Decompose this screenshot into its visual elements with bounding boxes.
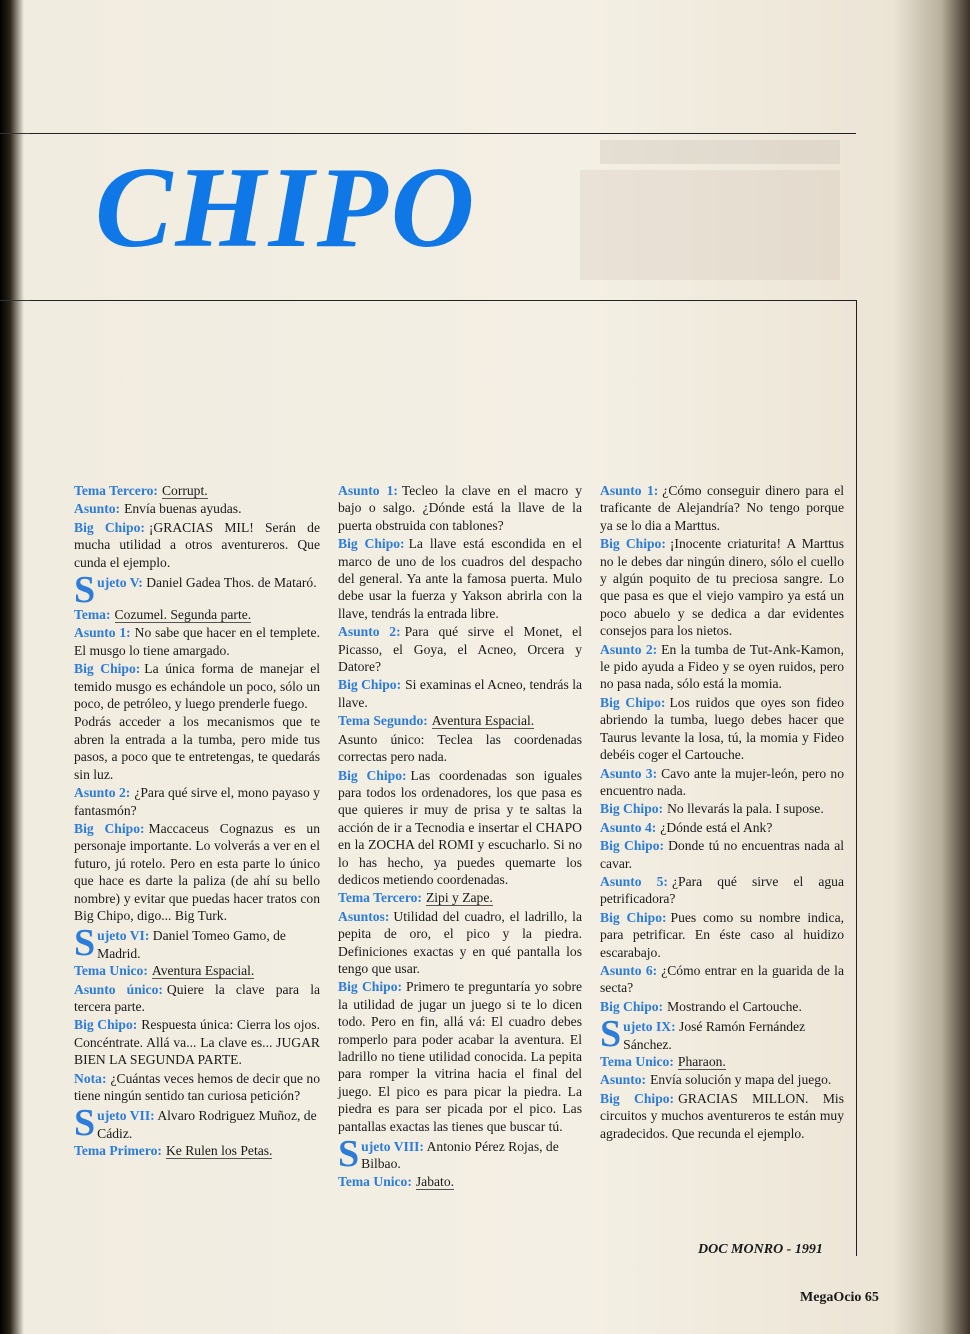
entry-text: ¿Para qué sirve el agua petrificadora? — [600, 873, 844, 907]
paragraph — [338, 908, 582, 978]
entry-label: Big Chipo: — [74, 1017, 138, 1033]
entry-text: Mostrando el Cartouche. — [667, 998, 802, 1014]
entry-text: Aventura Espacial. — [431, 713, 535, 729]
entry-text: ¿Cómo conseguir dinero para el traficante de Alejandría? No tengo porque ya se lo dia a Marttus. — [600, 483, 844, 533]
entry-label: Tema: — [74, 607, 111, 623]
sujeto-text — [97, 574, 320, 591]
entry-label: Asunto 6: — [600, 962, 658, 978]
drop-cap: S — [74, 922, 96, 965]
entry-label: Big Chipo: — [600, 909, 667, 925]
entry-label: Big Chipo: — [338, 767, 407, 783]
entry-text: ¡Inocente criaturita! A Marttus no le debes dar ningún dinero, sólo el cuello y algún poquito de tu preciosa sangre. Lo que pasa es que el viejo vampiro ya está un poco abuelo y se dedica a dar evidentes consejos para los nietos. — [600, 536, 844, 639]
entry-label: Asuntos: — [338, 908, 390, 924]
sujeto-label: ujeto VII: — [97, 1108, 155, 1124]
sujeto-name: Daniel Tomeo Gamo, de Madrid. — [97, 928, 286, 961]
entry-label: Big Chipo: — [600, 536, 666, 552]
sujeto-name: Daniel Gadea Thos. de Mataró. — [142, 575, 317, 591]
entry-label: Asunto 2: — [74, 785, 131, 801]
entry-text: La llave está escondida en el marco de uno de los cuadros del despacho del general. Ya ante la famosa puerta. Mulo debe usar la fuerza y Yakson abrirla con la llave, tendrás la entrada libre. — [338, 536, 582, 621]
entry-text: ¿Cuántas veces hemos de decir que no tiene ningún sentido tan curiosa petición? — [74, 1070, 320, 1103]
paragraph — [600, 819, 844, 836]
entry-text: Utilidad del cuadro, el ladrillo, la pepita de oro, el pico y la piedra. Definiciones exactas y en qué pantalla los tengo que usar. — [338, 908, 582, 976]
entry-text: Quiere la clave para la tercera parte. — [74, 981, 320, 1014]
entry-label: Tema Tercero: — [338, 890, 422, 906]
entry-label: Big Chipo: — [600, 801, 664, 817]
entry-label: Big Chipo: — [338, 677, 402, 693]
paragraph — [74, 713, 320, 783]
sujeto-entry — [74, 922, 320, 965]
entry-text: Ke Rulen los Petas. — [165, 1143, 273, 1159]
left-rule-top — [0, 133, 30, 134]
page-number: MegaOcio 65 — [800, 1290, 879, 1305]
entry-label: Tema Unico: — [600, 1054, 674, 1069]
entry-label: Tema Primero: — [74, 1143, 162, 1159]
paragraph — [600, 765, 844, 800]
drop-cap: S — [338, 1133, 360, 1176]
sujeto-text — [97, 1107, 320, 1142]
paragraph — [74, 1070, 320, 1105]
paragraph — [74, 784, 320, 819]
entry-label: Nota: — [74, 1070, 107, 1086]
entry-label: Tema Unico: — [338, 1173, 412, 1189]
entry-label: Asunto 4: — [600, 819, 657, 835]
paragraph — [338, 676, 582, 711]
entry-label: Asunto: — [74, 501, 121, 517]
entry-text: ¿Para qué sirve el, mono payaso y fantasmón? — [74, 785, 320, 818]
sujeto-label: ujeto V: — [97, 575, 143, 591]
entry-text: Cavo ante la mujer-león, pero no encuentro nada. — [600, 765, 844, 798]
entry-text: ¿Dónde está el Ank? — [660, 819, 773, 835]
entry-text: ¡GRACIAS MIL! Serán de mucha utilidad a otros aventureros. Que cunda el ejemplo. — [74, 519, 320, 570]
entry-label: Big Chipo: — [600, 1090, 675, 1106]
sujeto-text — [361, 1138, 582, 1173]
entry-text: Tecleo la clave en el macro y bajo o salgo. ¿Dónde está la llave de la puerta obstruida con tablones? — [338, 483, 582, 533]
entry-text: No sabe que hacer en el templete. El musgo lo tiene amargado. — [74, 625, 320, 658]
paragraph — [338, 978, 582, 1135]
paragraph — [74, 519, 320, 571]
entry-text: GRACIAS MILLON. Mis circuitos y muchos aventureros te están muy agradecidos. Que recunda el ejemplo. — [600, 1090, 844, 1141]
entry-label: Asunto 1: — [600, 483, 659, 498]
sujeto-entry — [74, 569, 320, 612]
paragraph — [338, 767, 582, 889]
sujeto-text — [623, 1018, 844, 1053]
entry-text: Pharaon. — [677, 1054, 726, 1069]
paragraph — [338, 712, 582, 729]
paragraph — [600, 909, 844, 961]
entry-label: Asunto único: — [74, 981, 163, 997]
entry-text: Los ruidos que oyes son fideo abriendo la tumba, luego debes hacer que Taurus levante la losa, tú, la momia y Fideo debéis coger el Cartouche. — [600, 694, 845, 763]
entry-label: Tema Tercero: — [74, 483, 158, 498]
paragraph — [600, 800, 844, 817]
entry-text: Las coordenadas son iguales para todos los ordenadores, los que pasa es que quieres ir muy de prisa y te saltas la acción de ir a Tecnodia e insertar el CHAPO en la ZOCHA del ROMI y escucharlo. Si no lo has hecho, ya puedes quemarte los dedicos metiendo coordenadas. — [338, 767, 583, 887]
entry-label: Asunto 3: — [600, 765, 658, 781]
paragraph — [338, 623, 582, 675]
entry-text: Donde tú no encuentras nada al cavar. — [600, 838, 845, 871]
paragraph — [74, 820, 320, 924]
paragraph — [600, 694, 844, 764]
drop-cap: S — [74, 1102, 96, 1145]
paragraph — [600, 998, 844, 1015]
paragraph — [600, 482, 844, 534]
sujeto-name: Antonio Pérez Rojas, de Bilbao. — [361, 1139, 559, 1172]
paragraph — [338, 535, 582, 622]
sujeto-label: ujeto VI: — [97, 928, 150, 944]
paragraph — [74, 1142, 320, 1159]
paragraph — [338, 482, 582, 534]
drop-cap: S — [74, 569, 96, 612]
paragraph — [74, 500, 320, 517]
entry-text: Zipi y Zape. — [425, 890, 493, 906]
left-rule-bottom — [0, 300, 30, 301]
sujeto-label: ujeto VIII: — [361, 1139, 424, 1155]
entry-label: Asunto 2: — [600, 641, 658, 657]
sujeto-text — [97, 927, 320, 962]
entry-label: Big Chipo: — [600, 998, 664, 1014]
paragraph — [600, 1090, 844, 1142]
entry-text: Asunto único: Teclea las coordenadas correctas pero nada. — [338, 731, 582, 765]
paragraph — [600, 873, 844, 908]
entry-text: En la tumba de Tut-Ank-Kamon, le pido ayuda a Fideo y se oyen ruidos, pero no pasa nada, sólo está la momia. — [600, 641, 844, 692]
text-column-1 — [74, 482, 320, 1161]
top-rule — [30, 133, 856, 134]
paragraph — [74, 482, 320, 499]
entry-label: Tema Unico: — [74, 963, 148, 979]
entry-text: No llevarás la pala. I supose. — [667, 801, 824, 817]
bleed-through-shape — [600, 140, 840, 164]
entry-text: Envía solución y mapa del juego. — [650, 1072, 832, 1088]
paragraph — [74, 981, 320, 1016]
sujeto-entry — [600, 1013, 844, 1056]
paragraph — [74, 606, 320, 623]
paragraph — [338, 731, 582, 766]
entry-label: Asunto 5: — [600, 873, 668, 889]
entry-label: Big Chipo: — [74, 661, 141, 677]
text-column-3 — [600, 482, 844, 1143]
entry-label: Asunto 2: — [338, 624, 401, 640]
paragraph — [600, 1071, 844, 1088]
entry-text: Aventura Espacial. — [151, 963, 255, 979]
entry-label: Big Chipo: — [600, 694, 666, 710]
entry-text: Maccaceus Cognazus es un personaje importante. Lo volverás a ver en el futuro, jú rotelo. Pero en esta parte lo único que hace es darte la paliza (de ahí su bello nombre) y evitar que puedas hacer tratos con Big Chipo, digo... Big Turk. — [74, 820, 320, 923]
entry-text: Corrupt. — [161, 483, 208, 498]
sujeto-label: ujeto IX: — [623, 1019, 676, 1035]
entry-label: Tema Segundo: — [338, 713, 428, 729]
entry-text: Cozumel. Segunda parte. — [114, 607, 252, 623]
entry-label: Big Chipo: — [600, 838, 665, 854]
paragraph — [74, 962, 320, 979]
entry-text: Si examinas el Acneo, tendrás la llave. — [338, 677, 582, 710]
entry-label: Big Chipo: — [74, 519, 145, 535]
paragraph — [600, 837, 844, 872]
drop-cap: S — [600, 1013, 622, 1056]
entry-text: ¿Cómo entrar en la guarida de la secta? — [600, 962, 844, 996]
entry-label: Asunto 1: — [338, 483, 398, 498]
paragraph — [338, 889, 582, 906]
bleed-through-shape — [580, 170, 840, 280]
entry-text: La única forma de manejar el temido musgo es echándole un poco, sólo un poco, de petróleo, y luego prenderle fuego. — [74, 661, 321, 712]
paragraph — [600, 962, 844, 997]
entry-text: Podrás acceder a los mecanismos que te abren la entrada a la tumba, pero mide tus pasos, a poco que te entretengas, te quedarás sin luz. — [74, 714, 320, 782]
sujeto-name: José Ramón Fernández Sánchez. — [623, 1019, 806, 1052]
entry-label: Big Chipo: — [338, 536, 405, 552]
paragraph — [338, 1173, 582, 1190]
entry-label: Big Chipo: — [338, 979, 403, 995]
entry-text: Pues como su nombre indica, para petrificar. En éste caso al huidizo escarabajo. — [600, 909, 845, 960]
sujeto-entry — [74, 1102, 320, 1145]
author-signature: DOC MONRO - 1991 — [698, 1242, 823, 1257]
entry-text: Envía buenas ayudas. — [124, 501, 242, 517]
paragraph — [74, 660, 320, 712]
entry-text: Primero te preguntaría yo sobre la utilidad de jugar un juego si te lo dicen todo. Pero en fin, allá vá: El cuadro debes romperlo para poder acabar la aventura. El ladrillo no tiene utilidad conocida. La pepita para romper la vitrina hacia el final del juego. El pico es para picar la piedra. La piedra es para ser picada por el pico. Las pantallas exactas las tienes que buscar tú. — [338, 979, 583, 1134]
paragraph — [600, 1053, 844, 1070]
text-column-2 — [338, 482, 582, 1191]
entry-label: Asunto 1: — [74, 625, 131, 641]
paragraph — [600, 641, 844, 693]
article-title: CHIPO — [95, 144, 478, 272]
entry-text: Respuesta única: Cierra los ojos. Concéntrate. Allá va... La clave es... JUGAR BIEN LA SEGUNDA PARTE. — [74, 1017, 320, 1068]
entry-text: Para qué sirve el Monet, el Picasso, el Goya, el Acneo, Orcera y Datore? — [338, 624, 582, 675]
sujeto-entry — [338, 1133, 582, 1176]
entry-label: Big Chipo: — [74, 820, 145, 836]
paragraph — [74, 624, 320, 659]
sujeto-name: Alvaro Rodriguez Muñoz, de Cádiz. — [97, 1108, 317, 1141]
entry-label: Asunto: — [600, 1072, 647, 1088]
paragraph — [600, 535, 844, 639]
entry-text: Jabato. — [415, 1173, 455, 1189]
paragraph — [74, 1016, 320, 1068]
